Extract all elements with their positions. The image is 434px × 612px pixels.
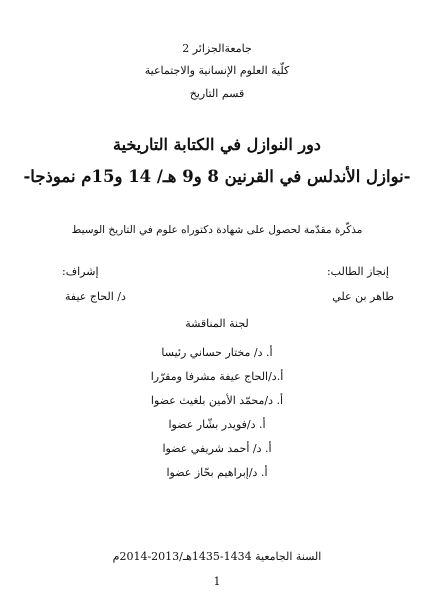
page-number: 1 <box>213 575 221 588</box>
committee-member: أ. د/ مختار حساني رئيسا <box>161 346 273 359</box>
student-name: طاهر بن علي <box>332 290 394 303</box>
thesis-subtitle: -نوازل الأندلس في القرنين 8 و9 هـ/ 14 و15م نموذجا- <box>23 167 411 186</box>
academic-year: السنة الجامعية 1434-1435هـ/2013-2014م <box>112 550 322 563</box>
faculty-name: كلّية العلوم الإنسانية والاجتماعية <box>144 64 290 77</box>
university-name: جامعةالجزائر 2 <box>182 42 252 55</box>
student-label: إنجاز الطالب: <box>326 265 389 278</box>
department-name: قسم التاريخ <box>189 87 245 100</box>
committee-member: أ. د/محمّد الأمين بلغيث عضوا <box>150 394 284 407</box>
committee-member: أ. د/إبراهيم بحّاز عضوا <box>166 466 268 479</box>
committee-member: أ. د/ أحمد شريفي عضوا <box>162 442 272 455</box>
degree-statement: مذكّرة مقدّمة لحصول على شهادة دكتوراه علوم في التاريخ الوسيط <box>71 224 363 236</box>
committee-member: أ.د/الحاج عيفة مشرفا ومقرّرا <box>150 370 284 383</box>
supervisor-name: د/ الحاج عيفة <box>65 290 126 303</box>
thesis-title: دور النوازل في الكتابة التاريخية <box>113 135 321 154</box>
committee-title: لجنة المناقشة <box>185 317 249 330</box>
supervisor-label: إشراف: <box>62 265 99 278</box>
committee-member: أ. د/فويدر بشّار عضوا <box>168 418 266 431</box>
